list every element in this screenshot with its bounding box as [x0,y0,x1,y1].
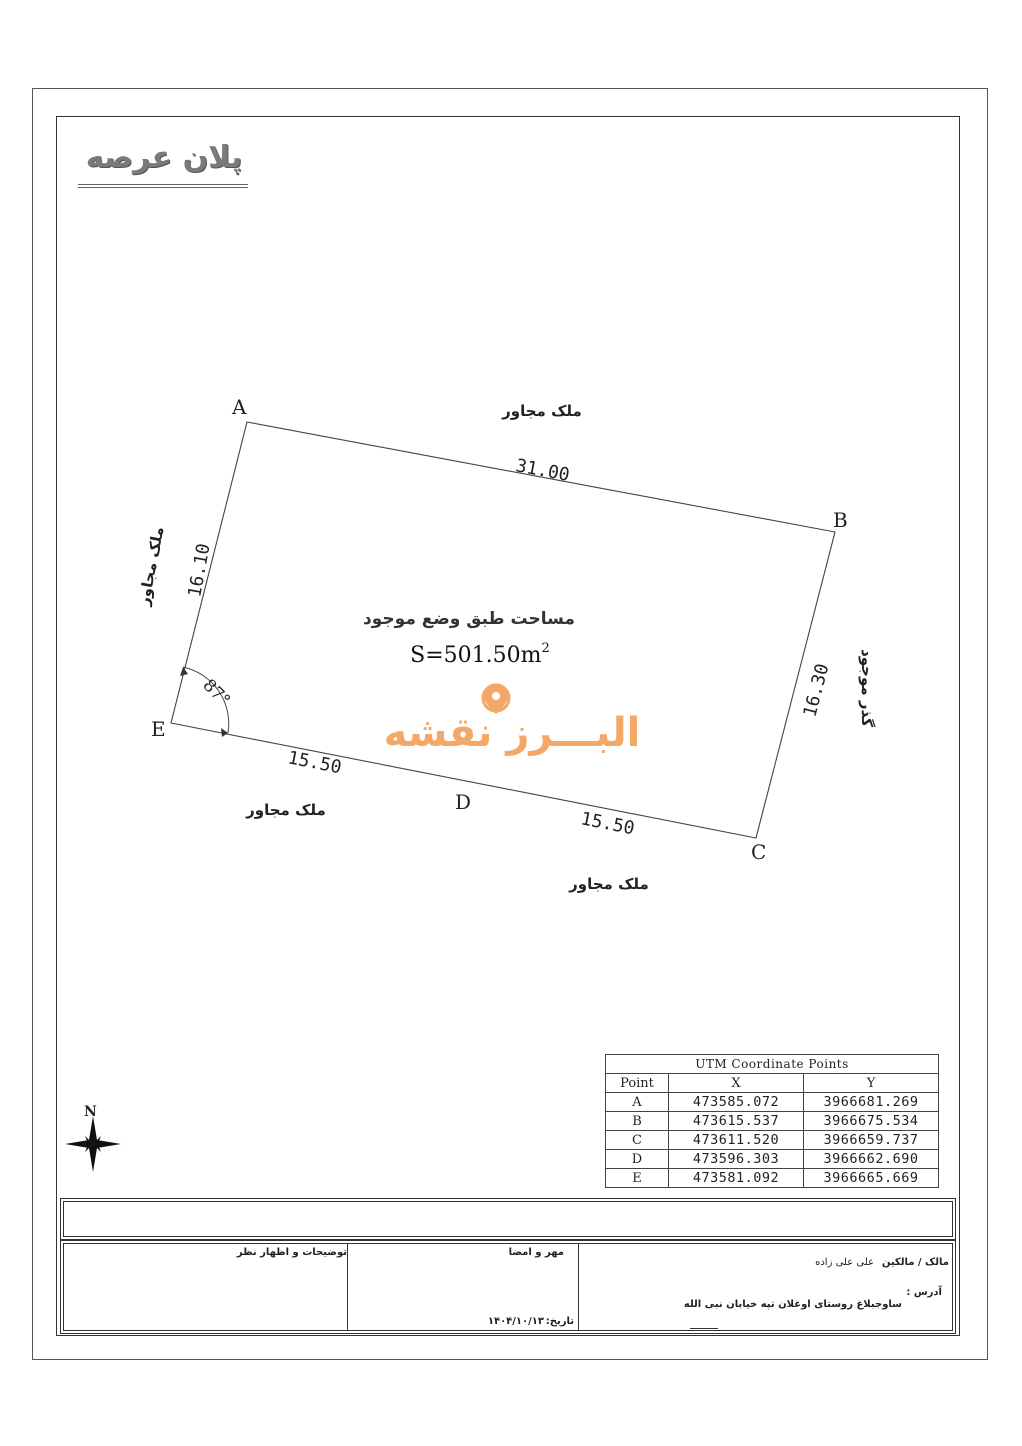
area-value [410,641,550,668]
owner-label: مالک / مالکین [881,1257,949,1268]
dimension-ab: 31.00 [514,455,572,486]
utm-table-caption: UTM Coordinate Points [606,1055,939,1074]
utm-point: E [606,1169,669,1188]
date-label: تاریخ: [545,1316,574,1327]
point-label-b: B [833,508,848,532]
address-value: ساوجبلاغ روستای اوغلان تپه خیابان نبی الله [683,1299,902,1310]
table-row [606,1150,939,1169]
area-unit-sup: 2 [541,641,550,656]
notes-label: توضیحات و اظهار نظر [236,1247,347,1258]
page-title: پلان عرصه [85,140,243,175]
table-row [606,1112,939,1131]
neighbor-north: ملک مجاور [502,402,582,420]
point-label-a: A [232,395,247,419]
neighbor-west: ملک مجاور [134,525,168,607]
area-caption: مساحت طبق وضع موجود [363,609,575,629]
dimension-ea: 16.10 [184,541,215,599]
utm-y: 3966675.534 [804,1112,939,1131]
utm-header-x: X [669,1074,804,1093]
footer-divider-2 [578,1243,579,1331]
utm-coordinate-table [605,1054,939,1188]
neighbor-south: ملک مجاور [569,875,649,893]
utm-point: A [606,1093,669,1112]
utm-point: D [606,1150,669,1169]
utm-x: 473585.072 [669,1093,804,1112]
angle-label-e: 87° [198,675,234,711]
utm-y: 3966659.737 [804,1131,939,1150]
table-row [606,1093,939,1112]
date-value: ۱۴۰۴/۱۰/۱۳ [487,1316,544,1327]
utm-header-y: Y [804,1074,939,1093]
footer-divider-1 [347,1243,348,1331]
address-label: آدرس : [906,1287,942,1298]
table-row [606,1131,939,1150]
table-row [606,1169,939,1188]
utm-x: 473581.092 [669,1169,804,1188]
utm-x: 473596.303 [669,1150,804,1169]
area-value-text: S=501.50m [410,643,542,668]
watermark-text: البـــرز نقشه [383,710,641,756]
blank-strip-inner [63,1201,953,1237]
point-label-c: C [751,840,767,864]
owner-value: علی علی زاده [815,1257,874,1268]
utm-x: 473615.537 [669,1112,804,1131]
north-arrow-label: N [84,1104,97,1120]
neighbor-southwest: ملک مجاور [246,801,326,819]
utm-y: 3966681.269 [804,1093,939,1112]
parcel-boundary [171,422,835,838]
dimension-ed: 15.50 [286,747,344,779]
point-label-e: E [151,717,166,741]
neighbor-east: گذر موجود [858,649,876,727]
point-label-d: D [455,790,472,814]
utm-point: C [606,1131,669,1150]
utm-y: 3966665.669 [804,1169,939,1188]
north-arrow-icon [65,1116,121,1172]
utm-x: 473611.520 [669,1131,804,1150]
watermark-logo [384,684,641,756]
seal-label: مهر و امضا [508,1247,564,1258]
angle-arrow-bottom [221,728,228,737]
dimension-bc: 16.30 [799,661,834,720]
utm-point: B [606,1112,669,1131]
signature-line [690,1328,718,1329]
utm-header-point: Point [606,1074,669,1093]
dimension-dc: 15.50 [579,808,637,840]
utm-y: 3966662.690 [804,1150,939,1169]
watermark-pin-dot [492,692,500,700]
